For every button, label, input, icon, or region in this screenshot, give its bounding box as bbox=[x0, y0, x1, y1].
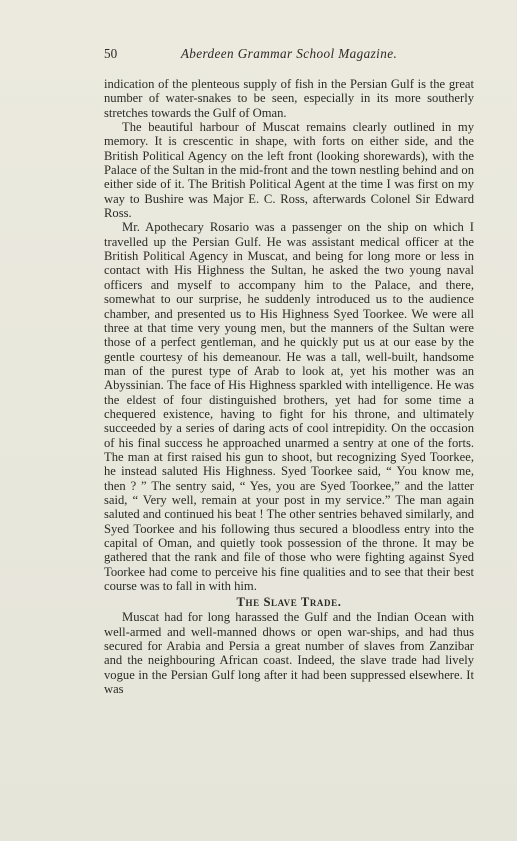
running-title: Aberdeen Grammar School Magazine. bbox=[180, 46, 398, 61]
paragraph-continuation: indication of the plenteous supply of fish in the Persian Gulf is the great number of water-snakes to be seen, especially in its more southerly stretches towards the Gulf of Oman. bbox=[104, 77, 474, 120]
paragraph-muscat-harbour: The beautiful harbour of Muscat remains clearly outlined in my memory. It is crescentic in shape, with forts on either side, and the British Political Agency on the left front (looking shorewards), with the Palace of the Sultan in the mid-front and the town nestling behind and on either side of it. The British Political Agent at the time I was first on my way to Bushire was Major E. C. Ross, afterwards Colonel Sir Edward Ross. bbox=[104, 120, 474, 221]
paragraph-slave-trade: Muscat had for long harassed the Gulf and the Indian Ocean with well-armed and well-manned dhows or open war-ships, and had thus secured for Arabia and Persia a great number of slaves from Zanzibar and the neighbouring African coast. Indeed, the slave trade had lively vogue in the Persian Gulf long after it had been suppressed elsewhere. It was bbox=[104, 610, 474, 697]
page-number: 50 bbox=[104, 46, 118, 61]
page-header bbox=[104, 44, 474, 64]
paragraph-syed-toorkee: Mr. Apothecary Rosario was a passenger on the ship on which I travelled up the Persian Gulf. He was assistant medical officer at the British Political Agency in Muscat, and being for long more or less in contact with His Highness the Sultan, he asked the two young naval officers and myself to accompany him to the Palace, and there, somewhat to our surprise, he suddenly introduced us to the audience chamber, and presented us to His Highness Syed Toorkee. We were all three at that time very young men, but the manners of the Sultan were those of a perfect gentleman, and he quickly put us at our ease by the gentle courtesy of his demeanour. He was a tall, well-built, handsome man of the purest type of Arab to look at, yet his mother was an Abyssinian. The face of His Highness sparkled with intelligence. He was the eldest of four distinguished brothers, yet had for some time a chequered existence, having to fight for his throne, and ultimately succeeded by a series of daring acts of cool intrepidity. On the occasion of his final success he approached unarmed a sentry at one of the forts. The man at first raised his gun to shoot, but recognizing Syed Toorkee, he instead saluted His Highness. Syed Toorkee said, “ You know me, then ? ” The sentry said, “ Yes, you are Syed Toorkee,” and the latter said, “ Very well, remain at your post in my service.” The man again saluted and continued his beat ! The other sentries behaved similarly, and Syed Toorkee and his following thus secured a bloodless entry into the capital of Oman, and quietly took possession of the throne. It may be gathered that the rank and file of those who were fighting against Syed Toorkee had come to perceive his fine qualities and to see that their best course was to fall in with him. bbox=[104, 220, 474, 594]
article-body bbox=[104, 77, 474, 696]
section-heading: The Slave Trade. bbox=[236, 595, 342, 610]
